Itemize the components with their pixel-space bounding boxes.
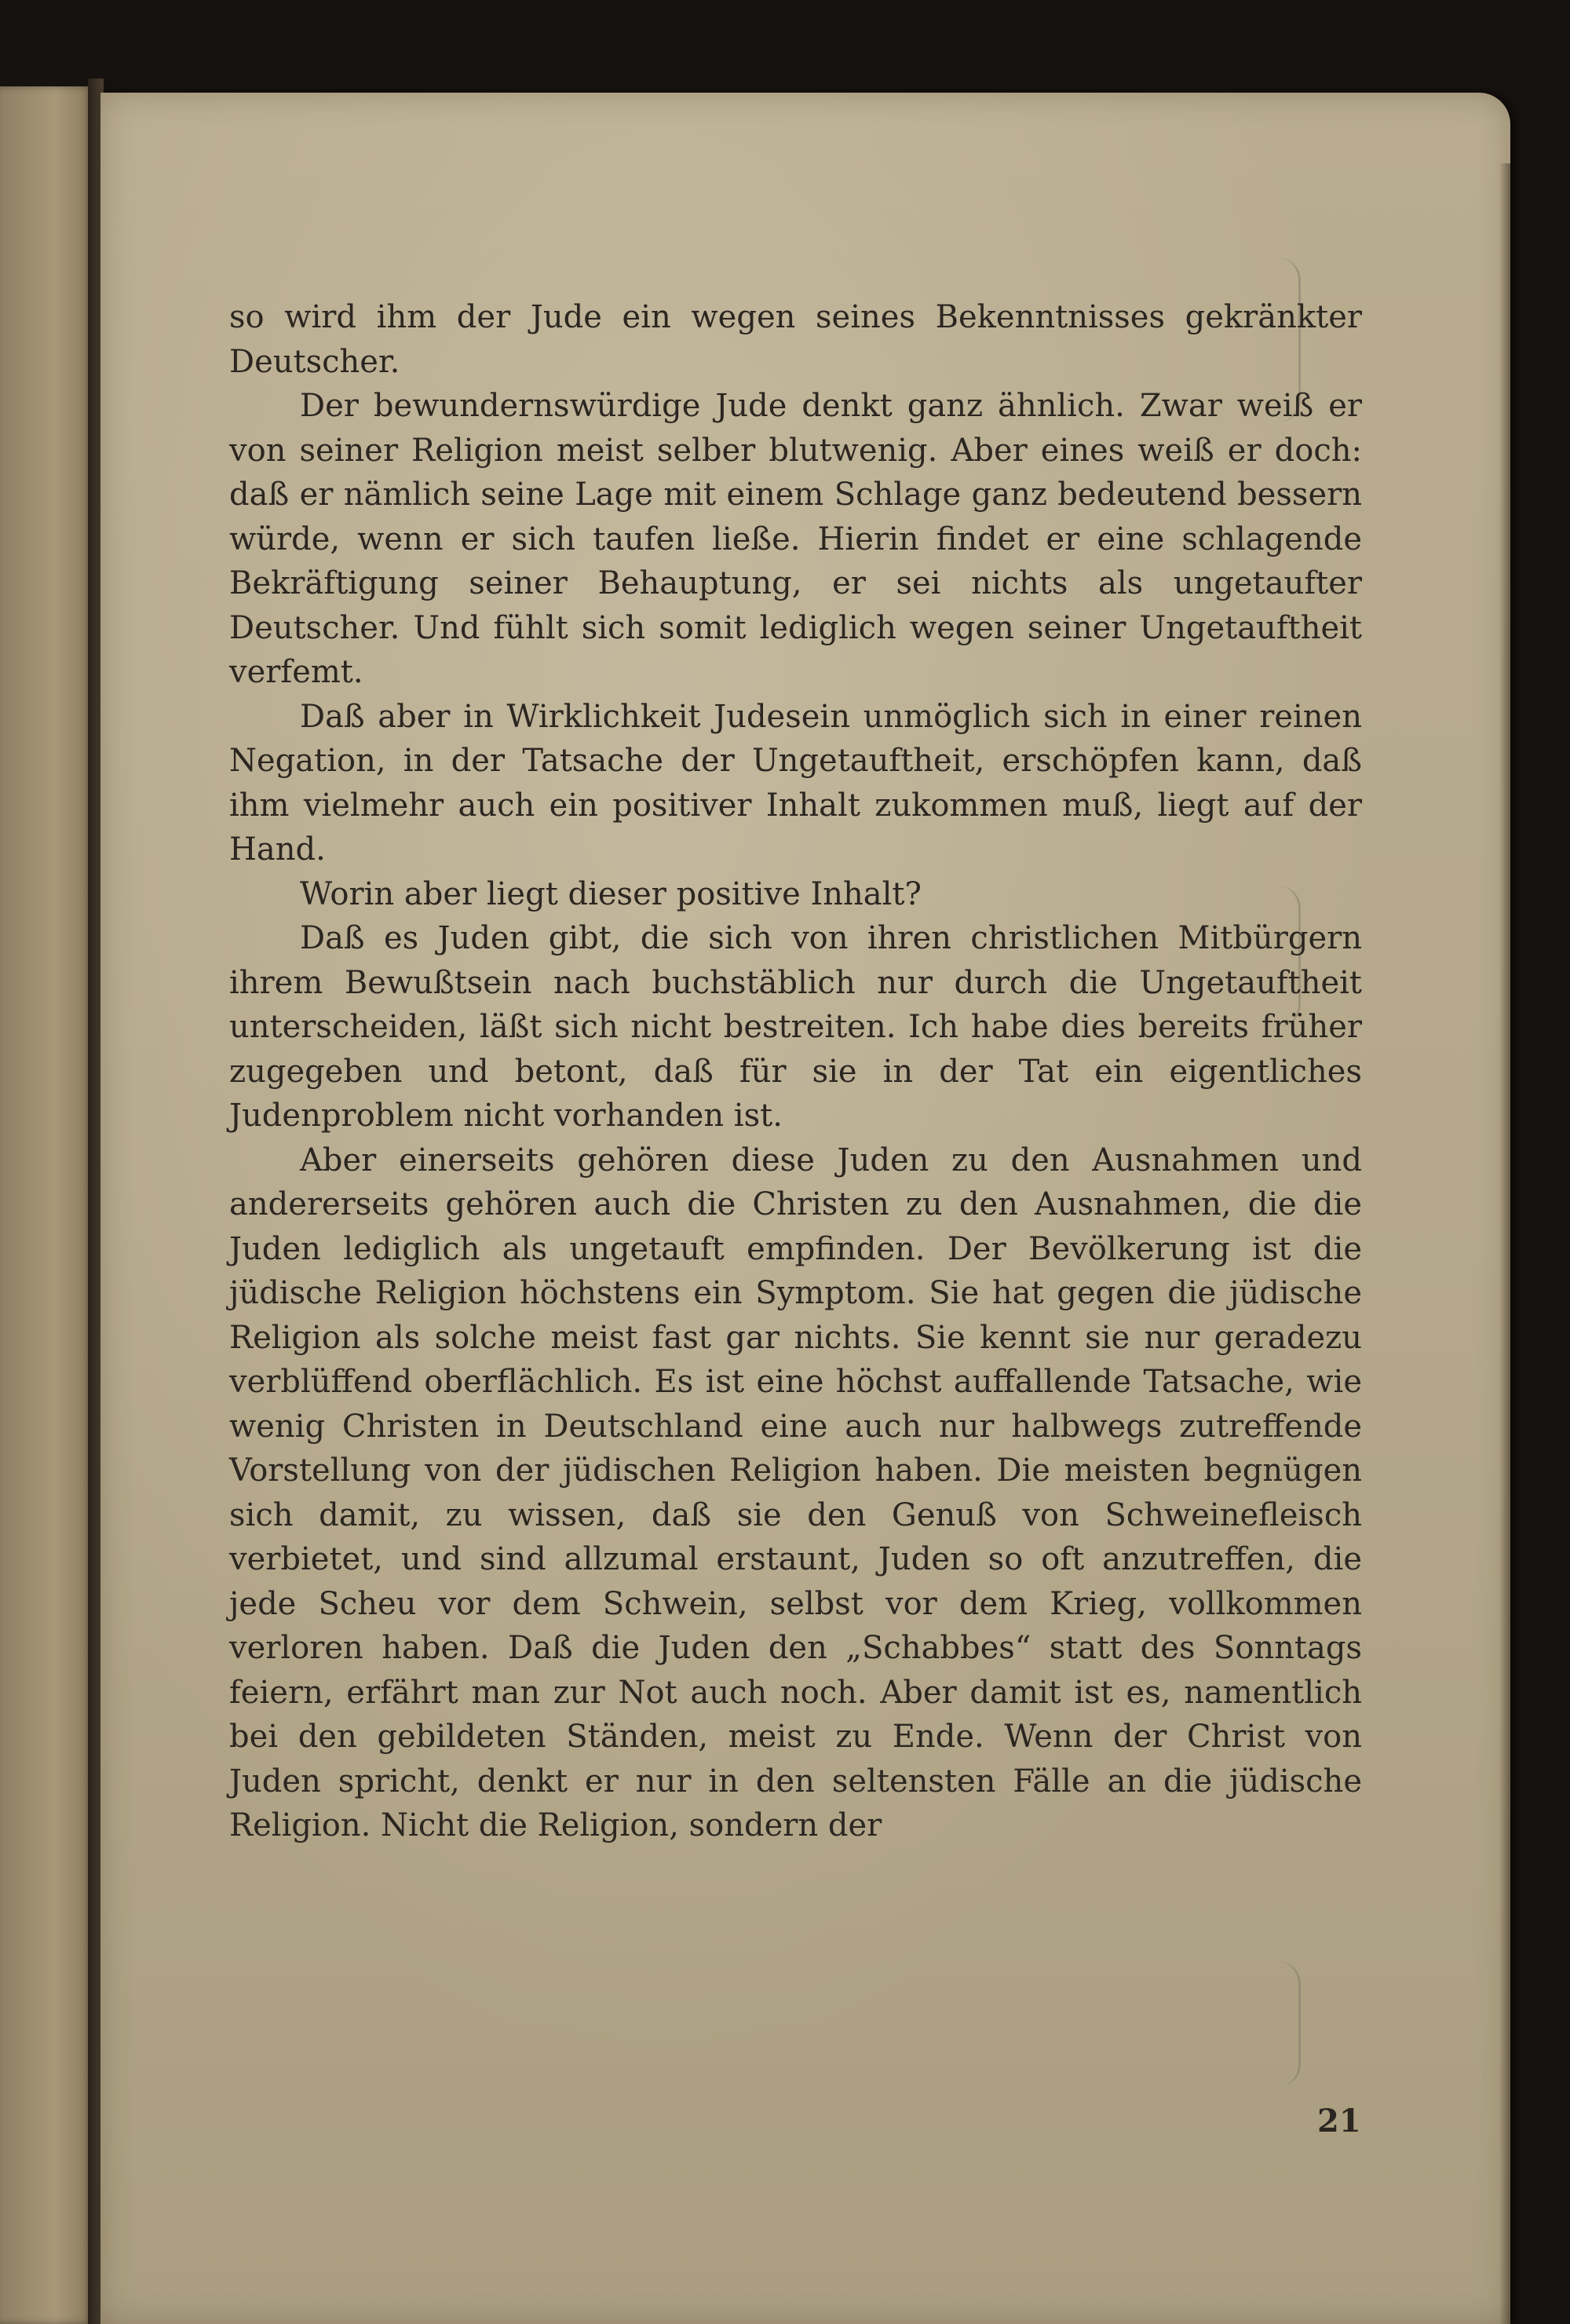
- paragraph: Worin aber liegt dieser positive Inhalt?: [300, 875, 922, 912]
- book-page: [100, 93, 1510, 2324]
- body-text: [229, 295, 1362, 1848]
- paragraph: Aber einerseits gehören diese Juden zu den Ausnahmen und andererseits gehören auch die Christen zu den Ausnahmen, die die Juden lediglich als ungetauft empfinden. Der Bevölkerung ist die jüdische Religion höchstens ein Symptom. Sie hat gegen die jüdische Religion als solche meist fast gar nichts. Sie kennt sie nur geradezu verblüffend oberflächlich. Es ist eine höchst auffallende Tatsache, wie wenig Christen in Deutschland eine auch nur halbwegs zutreffende Vorstellung von der jüdischen Religion haben. Die meisten begnügen sich damit, zu wissen, daß sie den Genuß von Schweinefleisch verbietet, und sind allzumal erstaunt, Juden so oft anzutreffen, die jede Scheu vor dem Schwein, selbst vor dem Krieg, vollkommen verloren haben. Daß die Juden den „Schabbes“ statt des Sonntags feiern, erfährt man zur Not auch noch. Aber damit ist es, namentlich bei den gebildeten Ständen, meist zu Ende. Wenn der Christ von Juden spricht, denkt er nur in den seltensten Fälle an die jüdische Religion. Nicht die Religion, sondern der: [229, 1142, 1362, 1843]
- page-edge-shadow: [1499, 163, 1510, 2324]
- paragraph: Daß es Juden gibt, die sich von ihren christlichen Mitbürgern ihrem Bewußtsein nach buchstäblich nur durch die Ungetauftheit unterscheiden, läßt sich nicht bestreiten. Ich habe dies bereits früher zugegeben und betont, daß für sie in der Tat ein eigentliches Judenproblem nicht vorhanden ist.: [229, 920, 1362, 1134]
- page-number: 21: [1317, 2103, 1361, 2139]
- pencil-margin-mark: [1278, 1961, 1301, 2087]
- paragraph: so wird ihm der Jude ein wegen seines Bekenntnisses gekränkter Deutscher.: [229, 299, 1362, 380]
- paragraph: Der bewundernswürdige Jude denkt ganz ähnlich. Zwar weiß er von seiner Religion meist selber blutwenig. Aber eines weiß er doch: daß er nämlich seine Lage mit einem Schlage ganz bedeutend bessern würde, wenn er sich taufen ließe. Hierin findet er eine schlagende Bekräftigung seiner Behauptung, er sei nichts als ungetaufter Deutscher. Und fühlt sich somit lediglich wegen seiner Ungetauftheit verfemt.: [229, 388, 1362, 690]
- previous-page-edge: [0, 86, 93, 2324]
- paragraph: Daß aber in Wirklichkeit Judesein unmöglich sich in einer reinen Negation, in der Tatsache der Ungetauftheit, erschöpfen kann, daß ihm vielmehr auch ein positiver Inhalt zukommen muß, liegt auf der Hand.: [229, 698, 1362, 868]
